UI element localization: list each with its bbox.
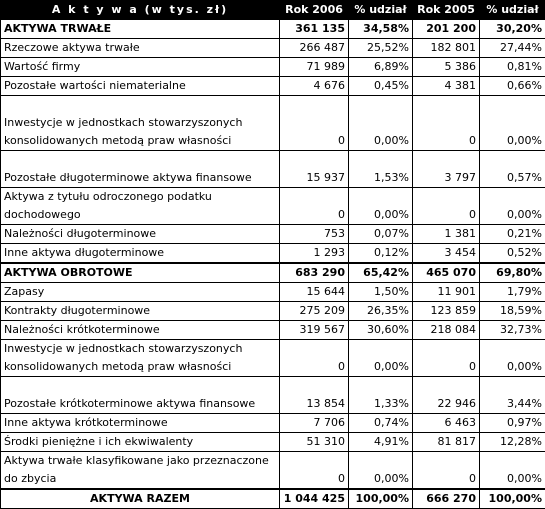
share-2005: 69,80% — [480, 263, 545, 283]
table-row — [1, 188, 545, 225]
row-label: Wartość firmy — [1, 58, 280, 77]
section-row — [1, 489, 545, 509]
header-year-2006: Rok 2006 — [280, 1, 349, 20]
table-row — [1, 321, 545, 340]
value-2006: 15 644 — [280, 283, 349, 302]
share-2005: 0,00% — [480, 452, 545, 490]
row-label: Kontrakty długoterminowe — [1, 302, 280, 321]
table-body — [1, 20, 545, 509]
share-2006: 6,89% — [349, 58, 413, 77]
share-2006: 1,50% — [349, 283, 413, 302]
table-row — [1, 225, 545, 244]
value-2005: 0 — [413, 452, 480, 490]
value-2005: 6 463 — [413, 414, 480, 433]
value-2006: 4 676 — [280, 77, 349, 96]
value-2006: 683 290 — [280, 263, 349, 283]
value-2005: 11 901 — [413, 283, 480, 302]
value-2005: 4 381 — [413, 77, 480, 96]
table-row — [1, 302, 545, 321]
share-2005: 100,00% — [480, 489, 545, 509]
share-2005: 1,79% — [480, 283, 545, 302]
table-row — [1, 452, 545, 490]
share-2006: 25,52% — [349, 39, 413, 58]
share-2005: 0,66% — [480, 77, 545, 96]
value-2005: 22 946 — [413, 377, 480, 414]
share-2006: 0,00% — [349, 96, 413, 151]
value-2005: 201 200 — [413, 20, 480, 39]
value-2006: 0 — [280, 96, 349, 151]
header-share-2005: % udział — [480, 1, 545, 20]
share-2006: 30,60% — [349, 321, 413, 340]
value-2006: 1 044 425 — [280, 489, 349, 509]
share-2006: 0,45% — [349, 77, 413, 96]
value-2006: 1 293 — [280, 244, 349, 264]
share-2005: 27,44% — [480, 39, 545, 58]
row-label: AKTYWA OBROTOWE — [1, 263, 280, 283]
row-label: Pozostałe wartości niematerialne — [1, 77, 280, 96]
share-2006: 0,00% — [349, 188, 413, 225]
row-label: AKTYWA TRWAŁE — [1, 20, 280, 39]
table-row — [1, 433, 545, 452]
share-2006: 0,00% — [349, 452, 413, 490]
share-2005: 12,28% — [480, 433, 545, 452]
header-row — [1, 1, 545, 20]
value-2006: 13 854 — [280, 377, 349, 414]
value-2006: 51 310 — [280, 433, 349, 452]
value-2005: 3 454 — [413, 244, 480, 264]
value-2006: 71 989 — [280, 58, 349, 77]
table-row — [1, 244, 545, 264]
row-label: Zapasy — [1, 283, 280, 302]
row-label: Środki pieniężne i ich ekwiwalenty — [1, 433, 280, 452]
share-2006: 0,74% — [349, 414, 413, 433]
value-2005: 123 859 — [413, 302, 480, 321]
share-2005: 0,00% — [480, 340, 545, 377]
value-2005: 465 070 — [413, 263, 480, 283]
row-label: Pozostałe długoterminowe aktywa finansowe — [1, 151, 280, 188]
table-row — [1, 77, 545, 96]
share-2006: 0,12% — [349, 244, 413, 264]
share-2006: 0,00% — [349, 340, 413, 377]
value-2005: 1 381 — [413, 225, 480, 244]
header-year-2005: Rok 2005 — [413, 1, 480, 20]
row-label: Inne aktywa długoterminowe — [1, 244, 280, 264]
value-2006: 275 209 — [280, 302, 349, 321]
value-2005: 81 817 — [413, 433, 480, 452]
row-label: Należności krótkoterminowe — [1, 321, 280, 340]
value-2006: 0 — [280, 188, 349, 225]
row-label: Rzeczowe aktywa trwałe — [1, 39, 280, 58]
row-label: Inwestycje w jednostkach stowarzyszonych konsolidowanych metodą praw własności — [1, 96, 280, 151]
value-2006: 266 487 — [280, 39, 349, 58]
share-2005: 0,21% — [480, 225, 545, 244]
value-2006: 319 567 — [280, 321, 349, 340]
value-2005: 0 — [413, 340, 480, 377]
table-row — [1, 39, 545, 58]
share-2005: 0,52% — [480, 244, 545, 264]
row-label: Należności długoterminowe — [1, 225, 280, 244]
section-row — [1, 263, 545, 283]
header-label: A k t y w a (w tys. zł) — [1, 1, 280, 20]
value-2006: 0 — [280, 340, 349, 377]
row-label: Pozostałe krótkoterminowe aktywa finansowe — [1, 377, 280, 414]
row-label: Inwestycje w jednostkach stowarzyszonych konsolidowanych metodą praw własności — [1, 340, 280, 377]
share-2005: 0,97% — [480, 414, 545, 433]
header-share-2006: % udział — [349, 1, 413, 20]
share-2005: 3,44% — [480, 377, 545, 414]
share-2005: 0,00% — [480, 188, 545, 225]
value-2005: 5 386 — [413, 58, 480, 77]
share-2006: 65,42% — [349, 263, 413, 283]
share-2005: 32,73% — [480, 321, 545, 340]
value-2006: 0 — [280, 452, 349, 490]
table-row — [1, 58, 545, 77]
value-2006: 7 706 — [280, 414, 349, 433]
row-label: Aktywa trwałe klasyfikowane jako przeznaczone do zbycia — [1, 452, 280, 490]
value-2005: 0 — [413, 96, 480, 151]
value-2005: 218 084 — [413, 321, 480, 340]
share-2006: 100,00% — [349, 489, 413, 509]
share-2006: 1,33% — [349, 377, 413, 414]
share-2005: 18,59% — [480, 302, 545, 321]
share-2006: 34,58% — [349, 20, 413, 39]
share-2006: 4,91% — [349, 433, 413, 452]
row-label: Inne aktywa krótkoterminowe — [1, 414, 280, 433]
table-row — [1, 96, 545, 151]
table-row — [1, 414, 545, 433]
table-row — [1, 151, 545, 188]
value-2006: 361 135 — [280, 20, 349, 39]
share-2005: 0,81% — [480, 58, 545, 77]
table-row — [1, 283, 545, 302]
table-row — [1, 377, 545, 414]
row-label: AKTYWA RAZEM — [1, 489, 280, 509]
row-label: Aktywa z tytułu odroczonego podatku dochodowego — [1, 188, 280, 225]
value-2006: 753 — [280, 225, 349, 244]
share-2006: 26,35% — [349, 302, 413, 321]
share-2006: 1,53% — [349, 151, 413, 188]
share-2005: 0,00% — [480, 96, 545, 151]
share-2005: 30,20% — [480, 20, 545, 39]
value-2005: 182 801 — [413, 39, 480, 58]
value-2005: 3 797 — [413, 151, 480, 188]
share-2005: 0,57% — [480, 151, 545, 188]
value-2006: 15 937 — [280, 151, 349, 188]
share-2006: 0,07% — [349, 225, 413, 244]
value-2005: 666 270 — [413, 489, 480, 509]
value-2005: 0 — [413, 188, 480, 225]
table-row — [1, 340, 545, 377]
section-row — [1, 20, 545, 39]
